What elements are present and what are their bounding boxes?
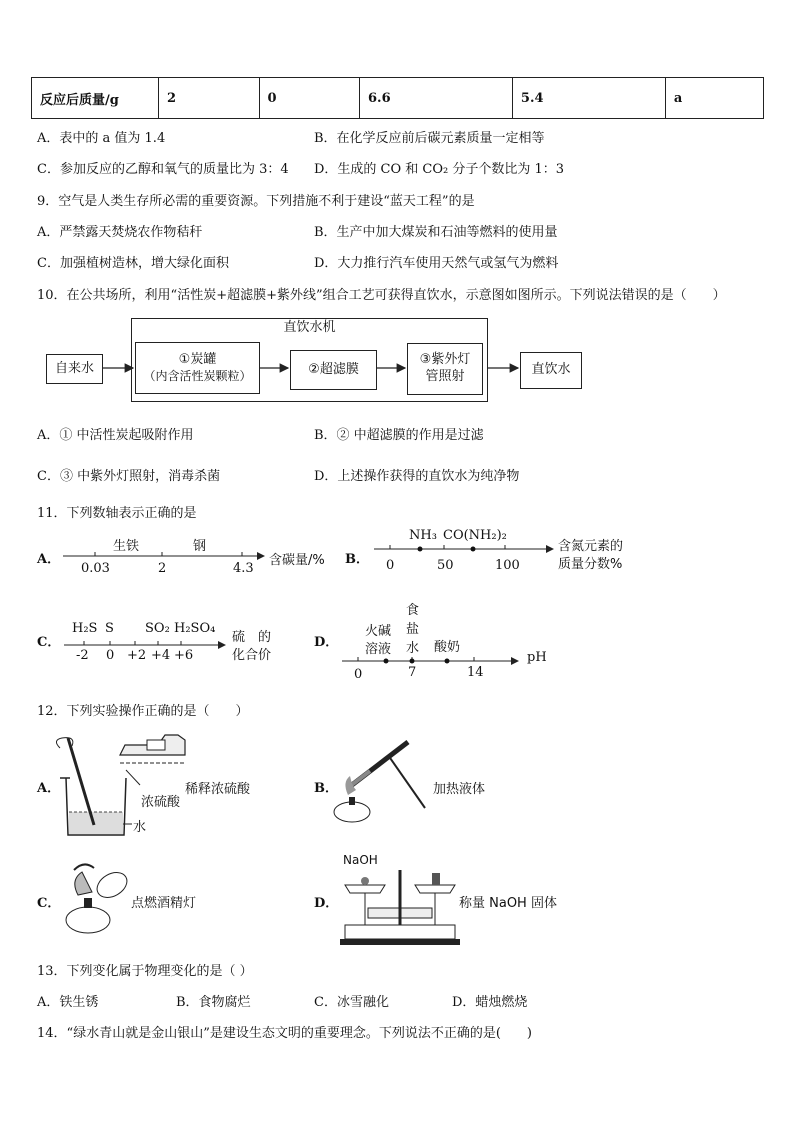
q9-option-d: D．大力推行汽车使用天然气或氢气为燃料: [314, 256, 559, 271]
right-pan: [415, 885, 455, 893]
tick-label: 0: [354, 667, 363, 682]
q12-stem: 12．下列实验操作正确的是（ ）: [37, 704, 249, 719]
q11-a-letter: A．: [37, 552, 61, 567]
balance-base: [345, 925, 455, 939]
q14-stem: 14．“绿水青山就是金山银山”是建设生态文明的重要理念。下列说法不正确的是( ): [37, 1026, 532, 1041]
q11-b-letter: B．: [345, 552, 369, 567]
q9-option-c: C．加强植树造林，增大绿化面积: [37, 256, 229, 271]
balance-foot: [340, 939, 460, 945]
q12-d-letter: D．: [314, 896, 339, 911]
tick-label: 2: [158, 561, 167, 576]
axis-label: 含碳量/%: [269, 553, 325, 568]
left-pan: [345, 885, 385, 893]
table-cell: a: [665, 78, 763, 119]
tick-label: +6: [174, 648, 194, 663]
q10-stem: 10．在公共场所，利用“活性炭+超滤膜+紫外线”组合工艺可获得直饮水，示意图如图所示。下列说法错误的是（ ）: [37, 288, 726, 303]
step1-line2: （内含活性炭颗粒）: [143, 368, 252, 383]
machine-label: 直饮水机: [283, 320, 336, 335]
label-naoh-1: 火碱: [365, 624, 392, 639]
label-conc-acid: 浓硫酸: [141, 795, 181, 810]
axis-label-line2: 化合价: [232, 648, 272, 663]
q11-d-letter: D．: [314, 635, 339, 650]
label-s: S: [105, 621, 114, 636]
label-so2: SO₂: [145, 621, 170, 636]
q9-option-b: B．生产中加大煤炭和石油等燃料的使用量: [314, 225, 558, 240]
label-h2s: H₂S: [72, 621, 98, 636]
tick-label: 100: [495, 558, 520, 573]
q10-option-b: B．② 中超滤膜的作用是过滤: [314, 428, 484, 443]
q13-option-b: B．食物腐烂: [176, 995, 251, 1010]
tick-label: 50: [437, 558, 454, 573]
axis-label-line2: 质量分数%: [558, 557, 623, 572]
caption-heat-liquid: 加热液体: [433, 782, 486, 797]
tick-label: 0.03: [81, 561, 110, 576]
q13-stem: 13．下列变化属于物理变化的是（ ）: [37, 964, 253, 979]
axis-label-line1: 含氮元素的: [558, 539, 624, 554]
weight: [432, 873, 440, 885]
caption-weigh-naoh: 称量 NaOH 固体: [459, 896, 557, 911]
label-h2so4: H₂SO₄: [174, 621, 216, 636]
axis-label: pH: [527, 650, 547, 665]
q10-option-a: A．① 中活性炭起吸附作用: [37, 428, 194, 443]
q12-a-letter: A．: [37, 781, 61, 796]
q13-option-c: C．冰雪融化: [314, 995, 389, 1010]
q12-c-letter: C．: [37, 896, 61, 911]
table-row-label: 反应后质量/g: [32, 78, 159, 119]
q9-stem: 9．空气是人类生存所必需的重要资源。下列措施不利于建设“蓝天工程”的是: [37, 194, 475, 209]
caption-light-lamp: 点燃酒精灯: [131, 896, 197, 911]
q13-option-a: A．铁生锈: [37, 995, 99, 1010]
axis-label-line1: 硫 的: [232, 630, 272, 645]
label-naoh-2: 溶液: [365, 642, 392, 657]
label-yogurt: 酸奶: [434, 640, 461, 655]
q8-option-d: D．生成的 CO 和 CO₂ 分子个数比为 1：3: [314, 162, 565, 177]
label-urea: CO(NH₂)₂: [443, 528, 507, 543]
naoh-sample: [361, 877, 369, 885]
label-nh3: NH₃: [409, 528, 437, 543]
q8-option-b: B．在化学反应前后碳元素质量一定相等: [314, 131, 545, 146]
q10-option-c: C．③ 中紫外灯照射，消毒杀菌: [37, 469, 221, 484]
tick-label: +2: [127, 648, 147, 663]
step3-line2: 管照射: [425, 369, 465, 384]
q8-option-c: C．参加反应的乙醇和氧气的质量比为 3：4: [37, 162, 289, 177]
tick-label: -2: [76, 648, 89, 663]
source-box: 自来水: [46, 354, 103, 384]
q8-option-a: A．表中的 a 值为 1.4: [37, 131, 166, 146]
tick-label: 0: [106, 648, 115, 663]
label-salt-2: 盐: [406, 622, 420, 637]
tick-label: 4.3: [233, 561, 254, 576]
tick-label: 14: [467, 665, 484, 680]
table-cell: 5.4: [512, 78, 665, 119]
output-box: 直饮水: [520, 352, 582, 389]
label-naoh: NaOH: [343, 853, 378, 867]
q10-option-d: D．上述操作获得的直饮水为纯净物: [314, 469, 520, 484]
table-cell: 0: [259, 78, 360, 119]
label-pig-iron: 生铁: [113, 539, 140, 554]
label-salt-1: 食: [406, 603, 420, 618]
step1-line1: ①炭罐: [178, 351, 217, 367]
label-water: 水: [133, 820, 147, 835]
q11-stem: 11．下列数轴表示正确的是: [37, 506, 197, 521]
caption-dilute-acid: 稀释浓硫酸: [185, 782, 251, 797]
tick-label: 0: [386, 558, 395, 573]
tick-label: +4: [151, 648, 171, 663]
tick-label: 7: [408, 665, 417, 680]
q11-c-letter: C．: [37, 635, 61, 650]
q12-b-letter: B．: [314, 781, 338, 796]
step2-box: ②超滤膜: [290, 350, 377, 390]
label-steel: 钢: [193, 539, 207, 554]
q9-option-a: A．严禁露天焚烧农作物秸秆: [37, 225, 203, 240]
label-salt-3: 水: [406, 641, 420, 656]
table-cell: 6.6: [360, 78, 513, 119]
step3-line1: ③紫外灯: [419, 352, 471, 368]
table-cell: 2: [159, 78, 260, 119]
q13-option-d: D．蜡烛燃烧: [452, 995, 528, 1010]
